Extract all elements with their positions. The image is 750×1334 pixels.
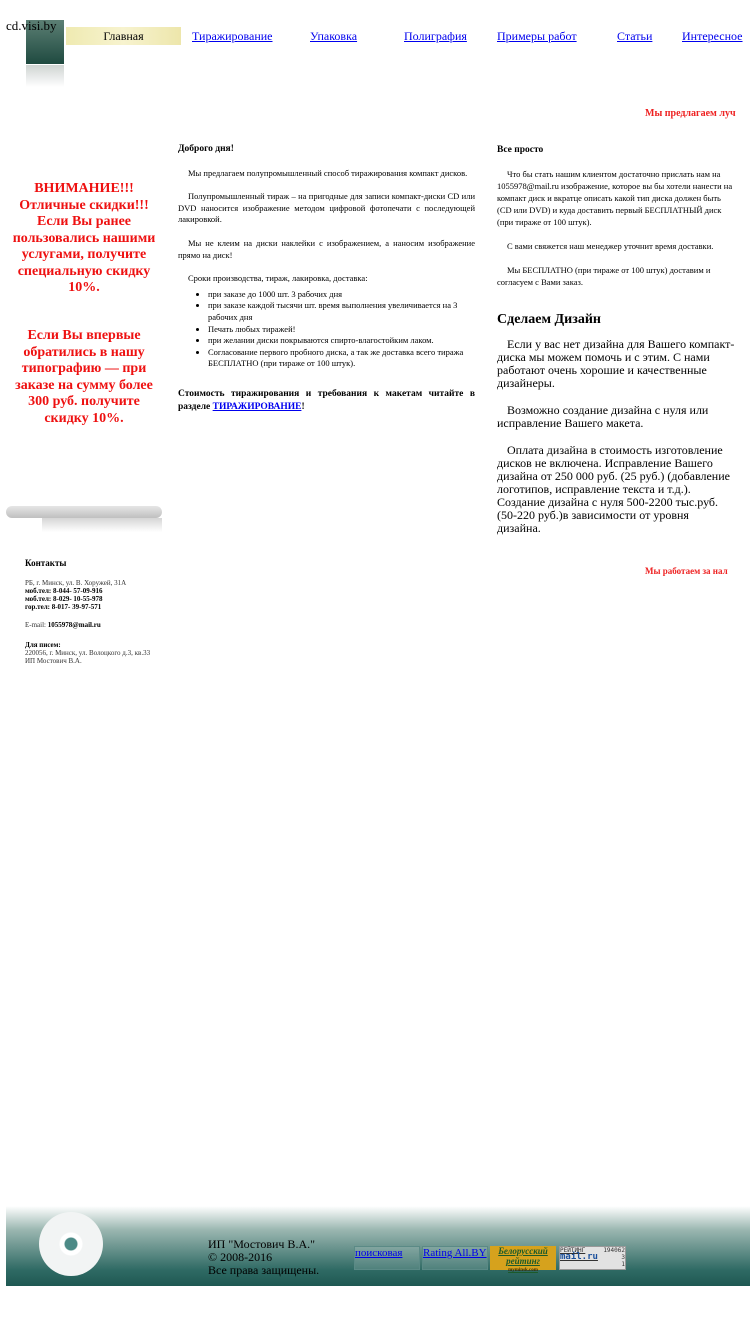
counter3-top: Белорусский bbox=[498, 1246, 548, 1256]
promo-discount-returning: ВНИМАНИЕ!!! Отличные скидки!!! Если Вы ранее пользовались нашими услугами, получите специальную скидку 10%. bbox=[12, 181, 156, 295]
divider-bar bbox=[6, 506, 162, 518]
nav-replication[interactable]: Тиражирование bbox=[192, 29, 273, 43]
logo-text: cd.visi.by bbox=[6, 18, 57, 33]
nav-home[interactable]: Главная bbox=[66, 27, 181, 45]
simple-paragraph-1: Что бы стать нашим клиентом достаточно прислать нам на 1055978@mail.ru изображение, которое вы бы хотели нанести на компакт диск и вкратце описать какой тип диска должен быть (CD или DVD) и куда доставить первый БЕСПЛАТНЫЙ диск (при тираже от 100 штук). bbox=[497, 169, 733, 227]
counter4-brand: mail.ru bbox=[560, 1252, 598, 1262]
contacts-letters-label: Для писем: bbox=[25, 641, 61, 649]
counter3-mid: рейтинг bbox=[506, 1256, 540, 1266]
contacts-block bbox=[25, 559, 165, 665]
counter-belarus-rating[interactable] bbox=[490, 1246, 556, 1273]
cd-disc-icon bbox=[39, 1212, 103, 1276]
nav-printing[interactable]: Полиграфия bbox=[404, 29, 467, 43]
counter-search[interactable]: поисковая bbox=[354, 1246, 420, 1270]
contacts-mobile-2: моб.тел: 8-029- 10-55-978 bbox=[25, 595, 103, 603]
footer-owner: ИП "Мостович В.А." bbox=[208, 1237, 316, 1251]
nav-interesting[interactable]: Интересное bbox=[682, 29, 743, 43]
design-paragraph-3: Оплата дизайна в стоимость изготовление дисков не включена. Исправление Вашего дизайна от 250 000 руб. (25 руб.) (добавление логотипов, исправление текста и т.д.). Создание дизайна с нуля 500-2200 тыс.руб. (50-220 руб.)в зависимости от уровня дизайна. bbox=[497, 443, 730, 535]
site-logo[interactable] bbox=[6, 18, 60, 74]
counter-mailru[interactable] bbox=[559, 1246, 626, 1270]
method-paragraph: Полупромышленный тираж – на пригодные для записи компакт-диски CD или DVD наносится изображение методом цифровой фотопечати с последующей лакировкой. bbox=[178, 191, 475, 225]
design-paragraph-2: Возможно создание дизайна с нуля или исправление Вашего макета. bbox=[497, 403, 709, 430]
contacts-email: E-mail: 1055978@mail.ru bbox=[25, 621, 101, 629]
footer-years: © 2008-2016 bbox=[208, 1250, 273, 1264]
no-stickers-paragraph: Мы не клеим на диски наклейки с изображением, а наносим изображение прямо на диск! bbox=[178, 237, 475, 260]
greeting-heading: Доброго дня! bbox=[178, 144, 234, 154]
simple-paragraph-3: Мы БЕСПЛАТНО (при тираже от 100 штук) доставим и согласуем с Вами заказ. bbox=[497, 265, 711, 287]
list-item: • при желании диски покрываются спирто-влагостойким лаком. bbox=[208, 335, 475, 347]
terms-list bbox=[178, 289, 475, 370]
nav-packaging[interactable]: Упаковка bbox=[310, 29, 358, 43]
contacts-mobile-1: моб.тел: 8-044- 57-09-916 bbox=[25, 587, 103, 595]
contacts-city-phone: гор.тел: 8-017- 39-97-571 bbox=[25, 603, 102, 611]
contacts-letters-address: 220056, г. Минск, ул. Волоцкого д.3, кв.33 bbox=[25, 649, 151, 657]
terms-paragraph: Сроки производства, тираж, лакировка, доставка: bbox=[188, 273, 368, 284]
logo-shadow bbox=[26, 65, 64, 87]
counter4-number: 194062 bbox=[603, 1247, 625, 1254]
list-item: • Печать любых тиражей! bbox=[208, 324, 475, 336]
marquee-top: Мы предлагаем луч bbox=[645, 108, 736, 119]
right-column bbox=[497, 144, 735, 535]
left-divider bbox=[6, 506, 164, 534]
contacts-title: Контакты bbox=[25, 558, 67, 568]
nav-articles[interactable]: Статьи bbox=[617, 29, 653, 43]
footer-copyright bbox=[208, 1238, 319, 1277]
list-item: • при заказе каждой тысячи шт. время выполнения увеличивается на 3 рабочих дня bbox=[208, 300, 475, 323]
contacts-owner: ИП Мостович В.А. bbox=[25, 657, 82, 665]
design-paragraph-1: Если у вас нет дизайна для Вашего компакт-диска мы можем помочь и с этим. С нами работают очень хорошие и качественные дизайнеры. bbox=[497, 337, 735, 390]
divider-shade bbox=[42, 518, 162, 532]
promo-discount-new: Если Вы впервые обратились в нашу типографию — при заказе на сумму более 300 руб. получите скидку 10%. bbox=[15, 328, 153, 426]
center-column bbox=[178, 144, 475, 414]
contacts-address: РБ, г. Минск, ул. В. Хоружей, 31А bbox=[25, 579, 127, 587]
replication-link[interactable]: ТИРАЖИРОВАНИЕ bbox=[212, 401, 302, 412]
list-item: • Согласование первого пробного диска, а так же доставка всего тиража БЕСПЛАТНО (при тираже от 100 штук). bbox=[208, 347, 475, 370]
intro-paragraph: Мы предлагаем полупромышленный способ тиражирования компакт дисков. bbox=[188, 167, 468, 178]
nav-portfolio[interactable]: Примеры работ bbox=[497, 29, 577, 43]
simple-paragraph-2: С вами свяжется наш менеджер уточнит время доставки. bbox=[507, 241, 714, 251]
marquee-bottom: Мы работаем за нал bbox=[645, 566, 728, 576]
design-heading: Сделаем Дизайн bbox=[497, 312, 601, 327]
footer-rights: Все права защищены. bbox=[208, 1263, 320, 1277]
list-item: • при заказе до 1000 шт. 3 рабочих дня bbox=[208, 289, 475, 301]
simple-heading: Все просто bbox=[497, 145, 544, 155]
pricing-note: Стоимость тиражирования и требования к макетам читайте в разделе ТИРАЖИРОВАНИЕ! bbox=[178, 388, 475, 412]
counter4-b: 1 bbox=[621, 1261, 625, 1268]
counter4-label: РЕЙТИНГ bbox=[560, 1247, 586, 1254]
counter3-site: myminsk.com bbox=[508, 1268, 538, 1273]
counter-allby[interactable]: Rating All.BY bbox=[422, 1246, 488, 1270]
counter4-a: 3 bbox=[621, 1254, 625, 1261]
